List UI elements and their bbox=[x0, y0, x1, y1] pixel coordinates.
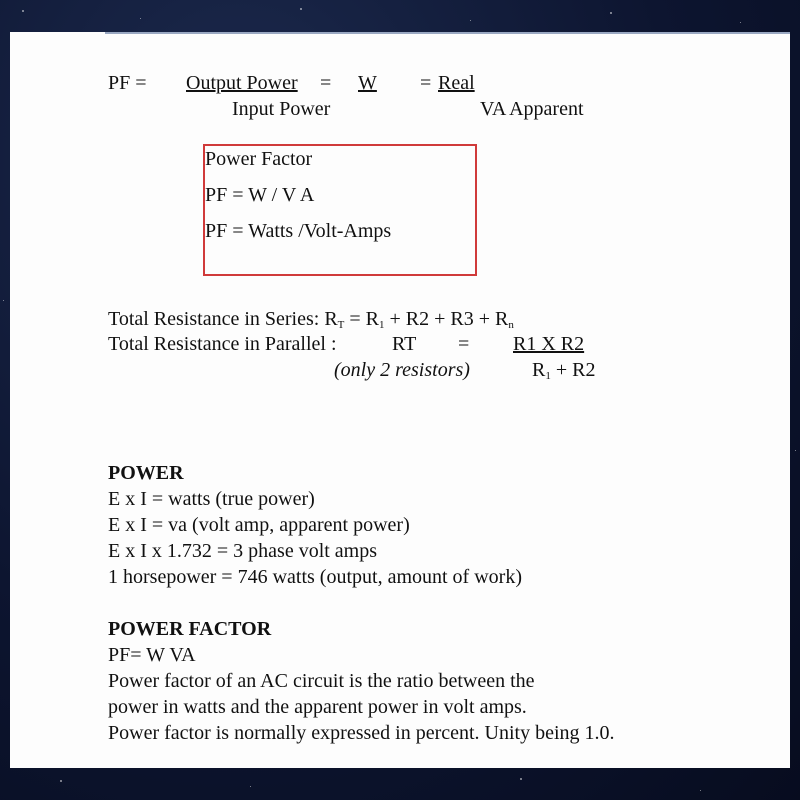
series-r1: = $R_1$ bbox=[349, 308, 385, 331]
parallel-numerator: R1 X R2 bbox=[513, 333, 585, 355]
series-resistance-line bbox=[108, 308, 514, 330]
power-heading: POWER bbox=[108, 462, 184, 484]
power-line-1: E x I = watts (true power) bbox=[108, 488, 315, 510]
parallel-label: Total Resistance in Parallel : bbox=[108, 333, 337, 355]
star bbox=[250, 786, 251, 787]
star bbox=[3, 300, 4, 301]
power-line-4: 1 horsepower = 746 watts (output, amount of work) bbox=[108, 566, 522, 588]
parallel-equals: = bbox=[458, 333, 470, 355]
star bbox=[470, 20, 471, 21]
parallel-rt: RT bbox=[392, 333, 417, 355]
power-factor-heading: POWER FACTOR bbox=[108, 618, 272, 640]
va-apparent-label: VA Apparent bbox=[480, 98, 584, 120]
star bbox=[740, 22, 741, 23]
power-factor-line-3: Power factor is normally expressed in percent. Unity being 1.0. bbox=[108, 722, 615, 744]
box-title: Power Factor bbox=[205, 148, 313, 170]
power-factor-line-1: Power factor of an AC circuit is the ratio between the bbox=[108, 670, 535, 692]
series-rt: $R_T$ bbox=[324, 308, 345, 331]
real-label: Real bbox=[438, 72, 475, 94]
top-rule bbox=[105, 32, 790, 34]
star bbox=[700, 790, 701, 791]
star bbox=[140, 18, 141, 19]
power-line-3: E x I x 1.732 = 3 phase volt amps bbox=[108, 540, 378, 562]
power-factor-line-2: power in watts and the apparent power in volt amps. bbox=[108, 696, 527, 718]
input-power-label: Input Power bbox=[232, 98, 331, 120]
star bbox=[300, 8, 302, 10]
star bbox=[22, 10, 24, 12]
star bbox=[610, 12, 612, 14]
power-line-2: E x I = va (volt amp, apparent power) bbox=[108, 514, 410, 536]
pf-equals-1: = bbox=[320, 72, 332, 94]
w-label: W bbox=[358, 72, 377, 94]
power-factor-formula: PF= W VA bbox=[108, 644, 196, 666]
series-label: Total Resistance in Series: bbox=[108, 308, 320, 330]
pf-lhs: PF = bbox=[108, 72, 147, 94]
star bbox=[795, 450, 796, 451]
output-power-label: Output Power bbox=[186, 72, 298, 94]
star bbox=[60, 780, 62, 782]
document-page bbox=[10, 32, 790, 768]
series-rest: + $R2 + R3 + R_n$ bbox=[389, 308, 514, 331]
pf-equals-2: = bbox=[420, 72, 432, 94]
box-line-2: PF = Watts /Volt-Amps bbox=[205, 220, 392, 242]
star bbox=[520, 778, 522, 780]
box-line-1: PF = W / V A bbox=[205, 184, 315, 206]
parallel-denominator: $R_1 + R2$ bbox=[532, 359, 596, 382]
parallel-note: (only 2 resistors) bbox=[334, 359, 470, 381]
